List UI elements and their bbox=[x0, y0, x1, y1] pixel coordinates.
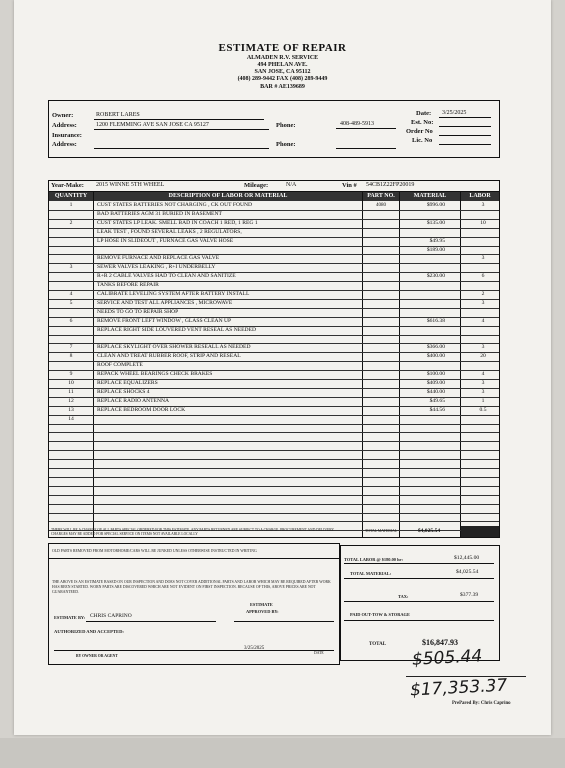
total-labor-value: $12,445.00 bbox=[454, 555, 480, 561]
row-material: $400.00 bbox=[426, 353, 445, 360]
row-description: CUST STATES BATTERIES NOT CHARGING , CK OUT FOUND bbox=[97, 202, 253, 208]
row-description: LEAK TEST , FOUND SEVERAL LEAKS , 2 REGULATORS, bbox=[97, 228, 242, 235]
row-material: $49.95 bbox=[429, 237, 445, 244]
tax-value: $377.39 bbox=[460, 592, 479, 598]
row-description: ROOF COMPLETE bbox=[97, 362, 143, 369]
row-material: $100.00 bbox=[426, 371, 445, 378]
row-material: $616.38 bbox=[426, 317, 445, 324]
row-labor: 2 bbox=[481, 291, 485, 297]
row-quantity: 14 bbox=[68, 415, 74, 422]
handwritten-addition: $505.44 bbox=[411, 646, 483, 670]
row-quantity: 7 bbox=[69, 344, 73, 351]
row-labor: 3 bbox=[481, 299, 485, 306]
owner-value: ROBERT LARES bbox=[96, 112, 140, 118]
row-quantity: 10 bbox=[68, 380, 74, 386]
authorized-label: AUTHORIZED AND ACCEPTED: bbox=[54, 629, 124, 634]
row-description: NEEDS TO GO TO REPAIR SHOP bbox=[97, 308, 179, 315]
estimate-document bbox=[14, 0, 551, 735]
row-description: LP HOSE IN SLIDEOUT , FURNACE GAS VALVE HOSE bbox=[97, 237, 234, 244]
row-quantity: 4 bbox=[69, 291, 73, 297]
row-material: $230.00 bbox=[426, 273, 445, 280]
row-quantity: 8 bbox=[69, 353, 73, 360]
material-subtotal-label: TOTAL MATERIAL bbox=[365, 529, 398, 533]
row-labor: 3 bbox=[481, 202, 485, 208]
total-material-value: $4,025.54 bbox=[456, 569, 479, 575]
company-phone: (408) 289-9442 FAX (408) 289-9449 bbox=[237, 76, 328, 82]
company-address: 494 PHELAN AVE. bbox=[257, 62, 308, 68]
lic-no-label: Lic. No bbox=[412, 137, 433, 144]
col-header-description: DESCRIPTION OF LABOR OR MATERIAL bbox=[94, 192, 362, 201]
insurance-label: Insurance: bbox=[52, 132, 82, 139]
row-material: $409.00 bbox=[426, 380, 445, 386]
vin-label: Vin # bbox=[342, 182, 357, 189]
owner-signature-label: BY OWNER OR AGENT bbox=[76, 654, 118, 658]
col-header-labor: LABOR bbox=[461, 192, 499, 201]
row-labor: 4 bbox=[481, 317, 485, 324]
col-header-part-no: PART NO. bbox=[363, 192, 399, 201]
row-description: R+R 2 CABLE VALVES HAD TO CLEAN AND SANITIZE bbox=[97, 273, 236, 280]
row-labor: 1 bbox=[481, 397, 485, 404]
phone-value: 408-489-5913 bbox=[340, 121, 374, 127]
footer-note: THERE WILL BE A CHARGE OF ALL PARTS SPECIAL ORDERED FOR THIS ESTIMATE. ANY PARTS RETURNED ARE SUBJECT TO A CHARGE. PROCUREMENT AND DELIVERY CHARGES MAY BE ADDED FOR SPECIAL SERVICE ON ITEMS NOT AVAILABLE LOCALLY bbox=[51, 528, 334, 536]
row-description: SEWER VALVES LEAKING , R+I UNDERBELLY bbox=[97, 264, 216, 271]
row-description: REMOVE FURNACE AND REPLACE GAS VALVE bbox=[97, 255, 220, 262]
signature-date-label: DATE bbox=[314, 651, 324, 655]
mileage-value: N/A bbox=[286, 182, 297, 188]
row-material: $135.00 bbox=[426, 219, 445, 226]
est-no-label: Est. No: bbox=[411, 119, 434, 126]
row-labor: 3 bbox=[481, 380, 485, 386]
date-label: Date: bbox=[416, 110, 432, 117]
col-header-quantity: QUANTITY bbox=[49, 192, 93, 201]
total-value: $16,847.93 bbox=[422, 638, 458, 647]
row-description: BAD BATTERIES AGM 31 BURIED IN BASEMENT bbox=[97, 210, 222, 217]
row-quantity: 13 bbox=[68, 406, 74, 413]
row-labor: 4 bbox=[481, 371, 485, 378]
row-quantity: 6 bbox=[69, 317, 73, 324]
order-no-label: Order No bbox=[406, 128, 433, 135]
total-label: TOTAL bbox=[369, 642, 387, 647]
row-description: CUST STATES LP LEAK. SMELL BAD IN COACH 1 RED, 1 REG 1 bbox=[97, 219, 258, 226]
row-material: $189.00 bbox=[426, 246, 445, 253]
disclaimer: THE ABOVE IS AN ESTIMATE BASED ON OUR INSPECTION AND DOES NOT COVER ADDITIONAL PARTS AND LABOR WHICH MAY BE REQUIRED AFTER WORK HAS BEEN STARTED. WORN PARTS ARE DISCOVERED WHICH ARE NOT EVIDENT ON FIRST INSPECTION. BECAUSE OF THIS, ABOVE PRICES ARE NOT GUARANTEED. bbox=[52, 580, 331, 594]
row-material: $49.65 bbox=[429, 397, 445, 404]
estimate-by-label: ESTIMATE BY: bbox=[54, 615, 86, 620]
prepared-by: PrePared By: Chris Caprino bbox=[452, 701, 511, 706]
paid-out-label: PAID OUT-TOW & STORAGE bbox=[350, 612, 410, 617]
row-labor: 0.5 bbox=[479, 406, 487, 413]
row-material: $440.00 bbox=[426, 388, 445, 395]
phone-label: Phone: bbox=[276, 122, 296, 129]
estimate-by-value: CHRIS CAPRINO bbox=[90, 613, 132, 619]
terms-box bbox=[48, 543, 340, 665]
row-description: REMOVE FRONT LEFT WINDOW , GLASS CLEAN UP bbox=[97, 317, 232, 324]
row-description: REPLACE EQUALIZERS bbox=[97, 380, 158, 386]
row-description: REPLACE BEDROOM DOOR LOCK bbox=[97, 406, 186, 413]
row-labor: 3 bbox=[481, 344, 485, 351]
row-description: CALIBRATE LEVELING SYSTEM AFTER BATTERY INSTALL bbox=[97, 291, 250, 297]
estimate-label: ESTIMATE bbox=[250, 602, 273, 607]
row-part-no: 4080 bbox=[376, 203, 386, 208]
row-description: TANKS BEFORE REPAIR bbox=[97, 282, 159, 289]
scan-background bbox=[0, 738, 565, 768]
row-quantity: 9 bbox=[69, 371, 73, 378]
bar-number: BAR # AE139689 bbox=[260, 84, 305, 90]
mileage-label: Mileage: bbox=[244, 182, 269, 189]
row-description: SERVICE AND TEST ALL APPLIANCES , MICROWAVE bbox=[97, 299, 233, 306]
row-labor: 3 bbox=[481, 388, 485, 395]
row-description: CLEAN AND TREAT RUBBER ROOF, STRIP AND RESEAL bbox=[97, 353, 241, 360]
address2-label: Address: bbox=[52, 141, 77, 148]
address-label: Address: bbox=[52, 122, 77, 129]
row-quantity: 2 bbox=[69, 219, 73, 226]
row-labor: 20 bbox=[480, 353, 486, 360]
row-description: REPACK WHEEL BEARINGS CHECK BRAKES bbox=[97, 371, 213, 378]
old-parts-note: OLD PARTS REMOVED FROM MOTORHOME/CARS WILL BE JUNKED UNLESS OTHERWISE INSTRUCTED IN WRITING bbox=[52, 549, 257, 553]
total-labor-label: TOTAL LABOR @ $180.00 hr: bbox=[344, 557, 403, 562]
row-description: REPLACE SHOCKS 4 bbox=[97, 388, 150, 395]
row-description: REPLACE RIGHT SIDE LOUVERED VENT RESEAL AS NEEDED bbox=[97, 326, 257, 333]
year-make-label: Year-Make: bbox=[51, 182, 84, 189]
signature-date: 3/25/2025 bbox=[244, 646, 265, 651]
row-material: $44.56 bbox=[429, 406, 445, 413]
approved-label: APPROVED BY: bbox=[246, 609, 279, 614]
vin-value: 54CB1Z22FP20019 bbox=[366, 182, 415, 188]
row-description: REPLACE SKYLIGHT OVER SHOWER RESEALL AS NEEDED bbox=[97, 344, 251, 351]
document-title: ESTIMATE OF REPAIR bbox=[218, 42, 347, 54]
material-subtotal: $4,025.54 bbox=[417, 528, 441, 534]
row-labor: 6 bbox=[481, 273, 485, 280]
row-quantity: 12 bbox=[68, 397, 74, 404]
row-labor: 10 bbox=[480, 219, 486, 226]
col-header-material: MATERIAL bbox=[400, 192, 460, 201]
handwritten-grand-total: $17,353.37 bbox=[409, 675, 508, 701]
row-quantity: 11 bbox=[68, 388, 74, 395]
date-value: 3/25/2025 bbox=[442, 110, 467, 116]
row-description: REPLACE RADIO ANTENNA bbox=[97, 397, 170, 404]
row-quantity: 1 bbox=[69, 202, 73, 208]
phone2-label: Phone: bbox=[276, 141, 296, 148]
company-city: SAN JOSE, CA 95112 bbox=[254, 69, 311, 75]
year-make-value: 2015 WINNE 5TH WHEEL bbox=[96, 182, 165, 188]
items-table bbox=[48, 192, 500, 538]
row-labor: 3 bbox=[481, 255, 485, 262]
owner-label: Owner: bbox=[52, 112, 74, 119]
row-material: $366.00 bbox=[426, 344, 445, 351]
row-material: $996.00 bbox=[426, 202, 445, 208]
row-quantity: 3 bbox=[69, 264, 73, 271]
row-quantity: 5 bbox=[69, 299, 73, 306]
company-name: ALMADEN R.V. SERVICE bbox=[246, 55, 319, 61]
total-material-label: TOTAL MATERIAL: bbox=[350, 571, 392, 576]
tax-label: TAX: bbox=[398, 594, 409, 599]
address-value: 1200 FLEMMING AVE SAN JOSE CA 95127 bbox=[96, 122, 209, 128]
